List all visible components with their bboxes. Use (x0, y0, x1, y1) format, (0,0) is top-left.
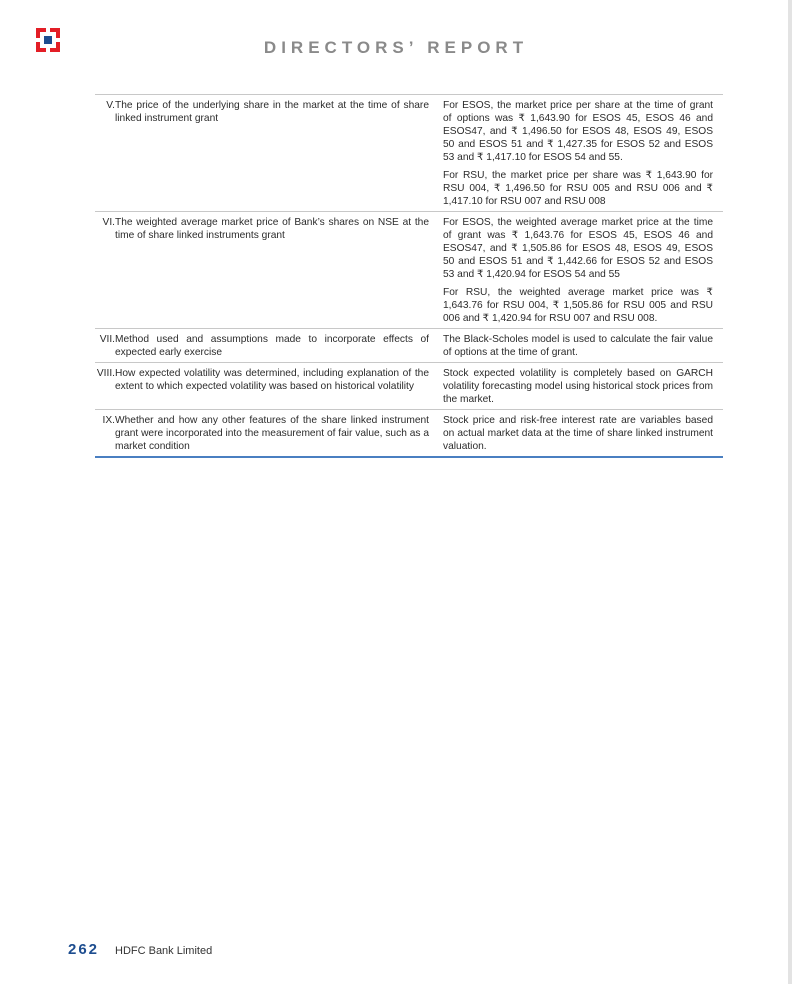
answer-paragraph: Stock expected volatility is completely based on GARCH volatility forecasting model using historical stock prices from the market. (443, 368, 713, 405)
row-number: VI. (102, 217, 115, 228)
footer-company: HDFC Bank Limited (115, 945, 213, 957)
question-text: Whether and how any other features of the share linked instrument grant were incorporated into the measurement of fair value, such as a market condition (115, 415, 429, 452)
page-title: DIRECTORS’ REPORT (263, 38, 529, 57)
answer-paragraph: The Black-Scholes model is used to calculate the fair value of options at the time of grant. (443, 334, 713, 358)
row-question (115, 95, 431, 211)
answer-paragraph: For RSU, the weighted average market price was ₹ 1,643.76 for RSU 004, ₹ 1,505.86 for RSU 005 and RSU 006 and ₹ 1,420.94 for RSU 007 and RSU 008. (443, 287, 713, 324)
row-number: VIII. (96, 368, 115, 379)
row-question (115, 212, 431, 328)
row-answer (443, 212, 713, 328)
question-text: How expected volatility was determined, including explanation of the extent to which expected volatility was based on historical volatility (115, 368, 429, 392)
answer-paragraph: For ESOS, the weighted average market price at the time of grant was ₹ 1,643.76 for ESOS 45, ESOS 46 and ESOS47, and ₹ 1,505.86 for ESOS 48, ESOS 49, ESOS 50 and ESOS 51 and ₹ 1,442.66 for ESOS 52 and ESOS 53 and ₹ 1,420.94 for ESOS 54 and 55 (443, 217, 713, 280)
row-answer (443, 410, 713, 456)
table-row (95, 95, 723, 212)
row-question (115, 410, 431, 456)
row-question (115, 329, 431, 362)
row-answer (443, 363, 713, 409)
table-row (95, 329, 723, 363)
row-answer (443, 329, 713, 362)
table-row (95, 212, 723, 329)
question-text: The price of the underlying share in the market at the time of share linked instrument grant (115, 100, 429, 124)
answer-paragraph: For RSU, the market price per share was ₹ 1,643.90 for RSU 004, ₹ 1,496.50 for RSU 005 and RSU 006 and ₹ 1,417.10 for RSU 007 and RSU 008 (443, 170, 713, 207)
answer-paragraph: Stock price and risk-free interest rate are variables based on actual market data at the time of share linked instrument valuation. (443, 415, 713, 452)
page-number: 262 (68, 941, 100, 958)
page-edge (788, 0, 792, 984)
esos-details-table (95, 94, 723, 458)
question-text: Method used and assumptions made to incorporate effects of expected early exercise (115, 334, 429, 358)
answer-paragraph: For ESOS, the market price per share at the time of grant of options was ₹ 1,643.90 for ESOS 45, ESOS 46 and ESOS47, and ₹ 1,496.50 for ESOS 48, ESOS 49, ESOS 50 and ESOS 51 and ₹ 1,427.35 for ESOS 52 and ESOS 53 and ₹ 1,417.10 for ESOS 54 and 55. (443, 100, 713, 163)
row-number: VII. (99, 334, 115, 345)
table-row (95, 363, 723, 410)
table-row (95, 410, 723, 458)
question-text: The weighted average market price of Bank’s shares on NSE at the time of share linked instruments grant (115, 217, 429, 241)
row-number: IX. (102, 415, 115, 426)
row-question (115, 363, 431, 409)
row-answer (443, 95, 713, 211)
row-number: V. (106, 100, 115, 111)
